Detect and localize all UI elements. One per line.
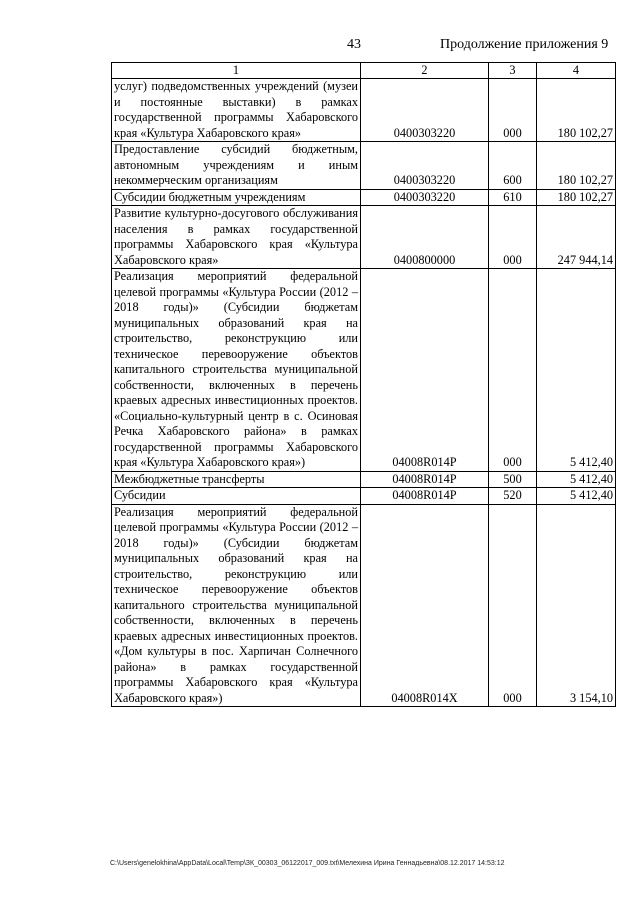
table-row (112, 504, 616, 707)
row-code: 04008R014P (361, 488, 489, 505)
row-name: услуг) подведомственных учреждений (музеи и постоянные выставки) в рамках государственной программы Хабаровского края «Культура Хабаровского края» (112, 79, 361, 142)
table-row (112, 206, 616, 269)
row-amount: 3 154,10 (537, 504, 616, 707)
table-header-row (112, 63, 616, 79)
budget-table (111, 62, 616, 707)
row-code: 0400303220 (361, 79, 489, 142)
row-type: 600 (489, 142, 537, 190)
row-name: Межбюджетные трансферты (112, 471, 361, 488)
row-amount: 180 102,27 (537, 79, 616, 142)
table-row (112, 142, 616, 190)
row-amount: 180 102,27 (537, 142, 616, 190)
row-code: 0400303220 (361, 189, 489, 206)
table-row (112, 269, 616, 472)
row-amount: 5 412,40 (537, 488, 616, 505)
row-type: 000 (489, 206, 537, 269)
table-row (112, 471, 616, 488)
row-name: Развитие культурно-досугового обслуживания населения в рамках государственной программы Хабаровского края «Культура Хабаровского края» (112, 206, 361, 269)
row-amount: 247 944,14 (537, 206, 616, 269)
row-type: 000 (489, 269, 537, 472)
row-name: Предоставление субсидий бюджетным, автономным учреждениям и иным некоммерческим организациям (112, 142, 361, 190)
row-code: 04008R014X (361, 504, 489, 707)
row-code: 0400800000 (361, 206, 489, 269)
row-amount: 180 102,27 (537, 189, 616, 206)
column-header: 1 (112, 63, 361, 79)
row-code: 0400303220 (361, 142, 489, 190)
row-name: Субсидии бюджетным учреждениям (112, 189, 361, 206)
row-name: Реализация мероприятий федеральной целевой программы «Культура России (2012 – 2018 годы)» (Субсидии бюджетам муниципальных образований края на строительство, реконструкцию или техническое перевооружение объектов капитального строительства муниципальной собственности, включенных в перечень краевых адресных инвестиционных проектов. «Дом культуры в пос. Харпичан Солнечного района» в рамках государственной программы Хабаровского края «Культура Хабаровского края») (112, 504, 361, 707)
row-name: Реализация мероприятий федеральной целевой программы «Культура России (2012 – 2018 годы)» (Субсидии бюджетам муниципальных образований края на строительство, реконструкцию или техническое перевооружение объектов капитального строительства муниципальной собственности, включенных в перечень краевых адресных инвестиционных проектов. «Социально-культурный центр в с. Осиновая Речка Хабаровского района» в рамках государственной программы Хабаровского края «Культура Хабаровского края») (112, 269, 361, 472)
table-row (112, 488, 616, 505)
row-type: 500 (489, 471, 537, 488)
row-type: 610 (489, 189, 537, 206)
table-row (112, 79, 616, 142)
page-number: 43 (347, 37, 361, 52)
row-code: 04008R014P (361, 471, 489, 488)
row-code: 04008R014P (361, 269, 489, 472)
table-row (112, 189, 616, 206)
column-header: 4 (537, 63, 616, 79)
column-header: 2 (361, 63, 489, 79)
row-type: 000 (489, 79, 537, 142)
file-path-footer: C:\Users\genelokhina\AppData\Local\Temp\ЗК_00303_06122017_009.txt\Мелехина Ирина Геннадьевна\08.12.2017 14:53:12 (110, 860, 505, 867)
row-amount: 5 412,40 (537, 471, 616, 488)
row-type: 000 (489, 504, 537, 707)
row-amount: 5 412,40 (537, 269, 616, 472)
row-type: 520 (489, 488, 537, 505)
continuation-note: Продолжение приложения 9 (440, 37, 609, 52)
row-name: Субсидии (112, 488, 361, 505)
column-header: 3 (489, 63, 537, 79)
